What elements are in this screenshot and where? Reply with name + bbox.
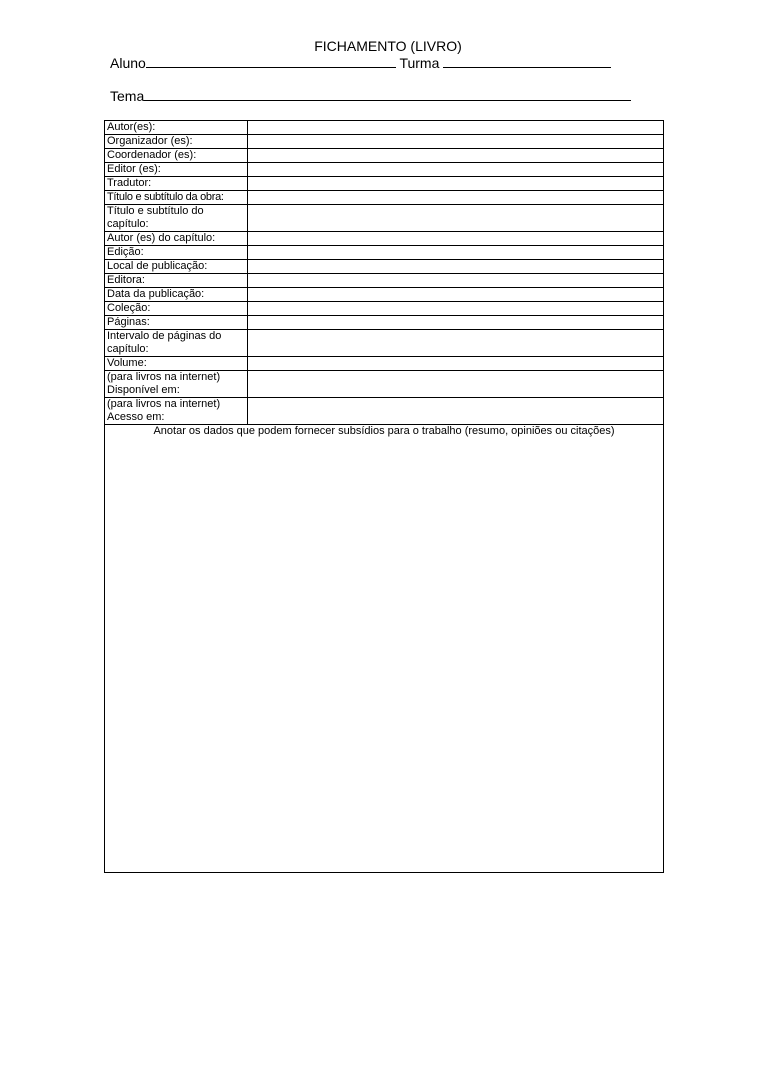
- field-label: Autor(es):: [105, 121, 248, 135]
- field-value[interactable]: [248, 232, 664, 246]
- table-row: [105, 398, 664, 425]
- table-row: [105, 163, 664, 177]
- field-label: (para livros na internet) Disponível em:: [105, 371, 248, 398]
- notes-instruction: Anotar os dados que podem fornecer subsídios para o trabalho (resumo, opiniões ou citações): [153, 425, 615, 437]
- table-row: [105, 371, 664, 398]
- field-label: Título e subtítulo do capítulo:: [105, 205, 248, 232]
- notes-area[interactable]: [105, 425, 664, 873]
- field-label: Data da publicação:: [105, 288, 248, 302]
- field-value[interactable]: [248, 274, 664, 288]
- field-value[interactable]: [248, 163, 664, 177]
- table-row: [105, 357, 664, 371]
- field-value[interactable]: [248, 302, 664, 316]
- field-value[interactable]: [248, 371, 664, 398]
- field-label: Autor (es) do capítulo:: [105, 232, 248, 246]
- turma-blank[interactable]: [443, 55, 611, 68]
- field-label: Intervalo de páginas do capítulo:: [105, 330, 248, 357]
- field-value[interactable]: [248, 135, 664, 149]
- table-row: [105, 260, 664, 274]
- field-label: Coleção:: [105, 302, 248, 316]
- tema-line: [110, 88, 631, 104]
- field-label: Título e subtítulo da obra:: [105, 191, 248, 205]
- table-row: [105, 330, 664, 357]
- field-value[interactable]: [248, 330, 664, 357]
- field-value[interactable]: [248, 288, 664, 302]
- field-value[interactable]: [248, 398, 664, 425]
- table-row: [105, 191, 664, 205]
- table-row: [105, 316, 664, 330]
- tema-blank[interactable]: [144, 88, 631, 101]
- field-value[interactable]: [248, 149, 664, 163]
- field-value[interactable]: [248, 177, 664, 191]
- aluno-blank[interactable]: [146, 55, 396, 68]
- tema-label: Tema: [110, 88, 145, 104]
- aluno-turma-line: [110, 55, 611, 71]
- field-label: Local de publicação:: [105, 260, 248, 274]
- turma-label: Turma: [399, 55, 440, 71]
- aluno-label: Aluno: [110, 55, 146, 71]
- table-row: [105, 205, 664, 232]
- table-row: [105, 274, 664, 288]
- field-label: Coordenador (es):: [105, 149, 248, 163]
- field-value[interactable]: [248, 191, 664, 205]
- field-label: Edição:: [105, 246, 248, 260]
- field-value[interactable]: [248, 260, 664, 274]
- table-row: [105, 121, 664, 135]
- table-row: [105, 149, 664, 163]
- table-row: [105, 246, 664, 260]
- table-row: [105, 232, 664, 246]
- document-title: FICHAMENTO (LIVRO): [314, 38, 462, 54]
- field-value[interactable]: [248, 205, 664, 232]
- field-label: Tradutor:: [105, 177, 248, 191]
- field-label: Editor (es):: [105, 163, 248, 177]
- table-row: [105, 302, 664, 316]
- field-label: Organizador (es):: [105, 135, 248, 149]
- table-row: [105, 177, 664, 191]
- field-value[interactable]: [248, 121, 664, 135]
- table-row: [105, 288, 664, 302]
- field-value[interactable]: [248, 357, 664, 371]
- field-label: Editora:: [105, 274, 248, 288]
- field-value[interactable]: [248, 246, 664, 260]
- notes-row: [105, 425, 664, 873]
- field-label: Volume:: [105, 357, 248, 371]
- field-label: (para livros na internet) Acesso em:: [105, 398, 248, 425]
- field-label: Páginas:: [105, 316, 248, 330]
- field-value[interactable]: [248, 316, 664, 330]
- table-row: [105, 135, 664, 149]
- bibliographic-form-table: [104, 120, 664, 873]
